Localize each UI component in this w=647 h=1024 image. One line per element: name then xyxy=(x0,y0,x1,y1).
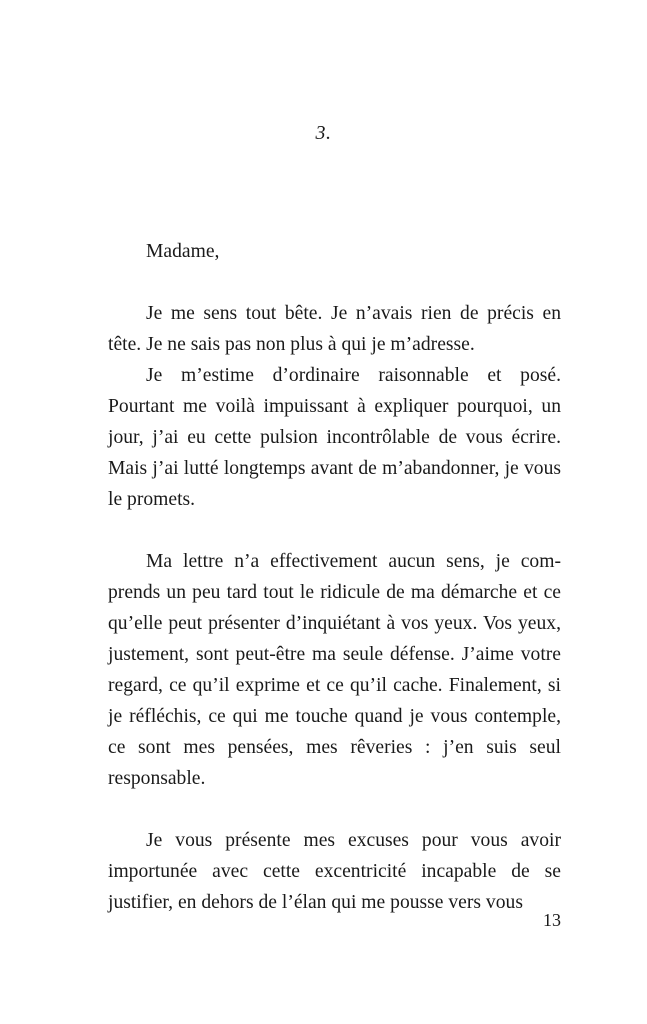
paragraph-2: Je m’estime d’ordinaire raisonnable et posé. Pourtant me voilà impuissant à expliquer pourquoi, un jour, j’ai eu cette pulsion incontrôlable de vous écrire. Mais j’ai lutté longtemps avant de m’abandonner, je vous le promets. xyxy=(108,365,561,510)
page-number: 13 xyxy=(543,910,561,930)
paragraph-3: Ma lettre n’a effectivement aucun sens, je comprends un peu tard tout le ridicule de ma démarche et ce qu’elle peut présenter d’inquiétant à vos yeux. Vos yeux, justement, sont peut-être ma seule défense. J’aime votre regard, ce qu’il exprime et ce qu’il cache. Finalement, si je réfléchis, ce qui me touche quand je vous contemple, ce sont mes pensées, mes rêveries : j’en suis seul responsable. xyxy=(108,551,561,789)
chapter-number: 3. xyxy=(315,122,332,144)
paragraph-4: Je vous présente mes excuses pour vous avoir importunée avec cette excentricité incapable de se justifier, en dehors de l’élan qui me pousse vers vous xyxy=(108,830,561,913)
paragraph-1: Je me sens tout bête. Je n’avais rien de précis en tête. Je ne sais pas non plus à qui je m’adresse. xyxy=(108,303,561,355)
salutation: Madame, xyxy=(146,241,220,262)
letter-body xyxy=(108,236,561,918)
